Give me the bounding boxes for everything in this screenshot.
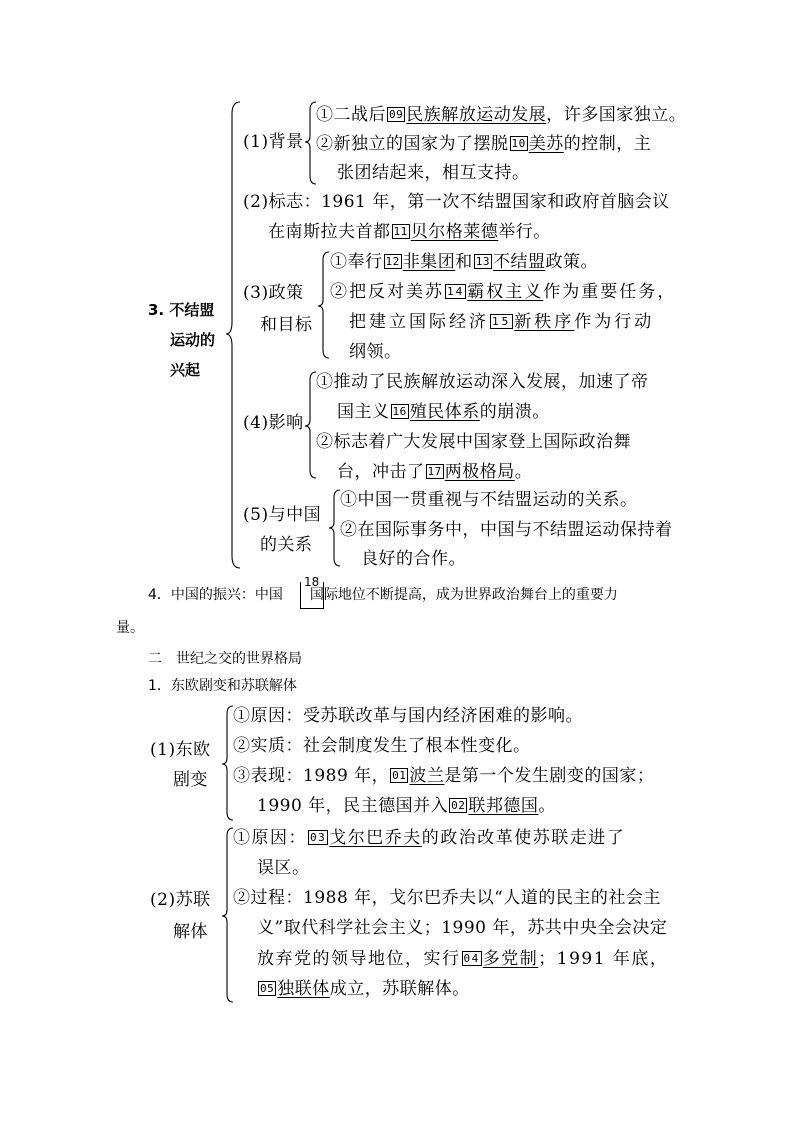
east-item-3-line-2: 1990 年，民主德国并入 02 联邦德国。 (257, 796, 556, 816)
part2-heading: 二 世纪之交的世界格局 (148, 651, 302, 667)
china-item-1: ①中国一贯重视与不结盟运动的关系。 (340, 490, 638, 510)
soviet-item-2-line-2: 义”取代科学社会主义；1990 年，苏共中央全会决定 (257, 918, 668, 938)
policy-item-2: ②把反对美苏 14 霸权主义作为重要任务， (330, 282, 677, 302)
blank-18-number: 18 (304, 575, 320, 589)
section4-cont: 量。 (116, 620, 144, 636)
section3-brace (226, 100, 242, 570)
policy-brace (318, 250, 330, 362)
east-label: (1)东欧 剧变 (150, 740, 211, 790)
policy-item-2-line-2: 把建立国际经济 15 新秩序作为行动 (349, 312, 655, 332)
soviet-item-2-line-3: 放弃党的领导地位，实行 04 多党制；1991 年底， (257, 949, 669, 969)
soviet-item-1: ①原因： 03 戈尔巴乔夫的政治改革使苏联走进了 (233, 828, 626, 848)
soviet-item-1-line-2: 误区。 (257, 858, 310, 878)
policy-label: (3)政策 和目标 (243, 283, 313, 335)
policy-item-2-line-3: 纲领。 (349, 342, 402, 362)
soviet-label: (2)苏联 解体 (150, 890, 211, 942)
section4-text: 4．中国的振兴：中国 国际地位不断提高，成为世界政治舞台上的重要力 (148, 587, 618, 603)
mark-line-2: 在南斯拉夫首都 11 贝尔格莱德举行。 (268, 222, 551, 242)
china-item-2: ②在国际事务中，中国与不结盟运动保持着 (340, 520, 673, 540)
soviet-item-2: ②过程：1988 年，戈尔巴乔夫以“人道的民主的社会主 (233, 888, 661, 908)
mark-line-1: (2)标志：1961 年，第一次不结盟国家和政府首脑会议 (243, 192, 670, 212)
impact-item-2: ②标志着广大发展中国家登上国际政治舞 (316, 432, 631, 452)
impact-label: (4)影响 (243, 413, 304, 433)
background-item-2: ②新独立的国家为了摆脱 10 美苏的控制，主 (316, 134, 652, 154)
soviet-item-2-line-4: 05 独联体成立，苏联解体。 (260, 979, 470, 999)
east-item-1: ①原因：受苏联改革与国内经济困难的影响。 (233, 706, 583, 726)
background-item-2-cont: 张团结起来，相互支持。 (337, 163, 530, 183)
background-label: (1)背景 (243, 132, 304, 152)
china-label: (5)与中国 的关系 (243, 505, 322, 555)
impact-item-2-line-2: 台，冲击了 17 两极格局。 (337, 462, 533, 482)
impact-item-1: ①推动了民族解放运动深入发展，加速了帝 (316, 372, 649, 392)
impact-item-1-line-2: 国主义 16 殖民体系的崩溃。 (337, 402, 550, 422)
east-item-3: ③表现：1989 年， 01 波兰是第一个发生剧变的国家； (233, 766, 655, 786)
east-item-2: ②实质：社会制度发生了根本性变化。 (233, 736, 531, 756)
soviet-brace (222, 826, 234, 1006)
background-item-1: ①二战后 09 民族解放运动发展，许多国家独立。 (316, 105, 687, 125)
policy-item-1: ①奉行 12 非集团和 13 不结盟政策。 (330, 252, 598, 272)
china-item-2-line-2: 良好的合作。 (361, 549, 466, 569)
section3-title: 3. 不结盟 运动的 兴起 (148, 301, 216, 379)
part2-sub1: 1．东欧剧变和苏联解体 (148, 678, 297, 694)
